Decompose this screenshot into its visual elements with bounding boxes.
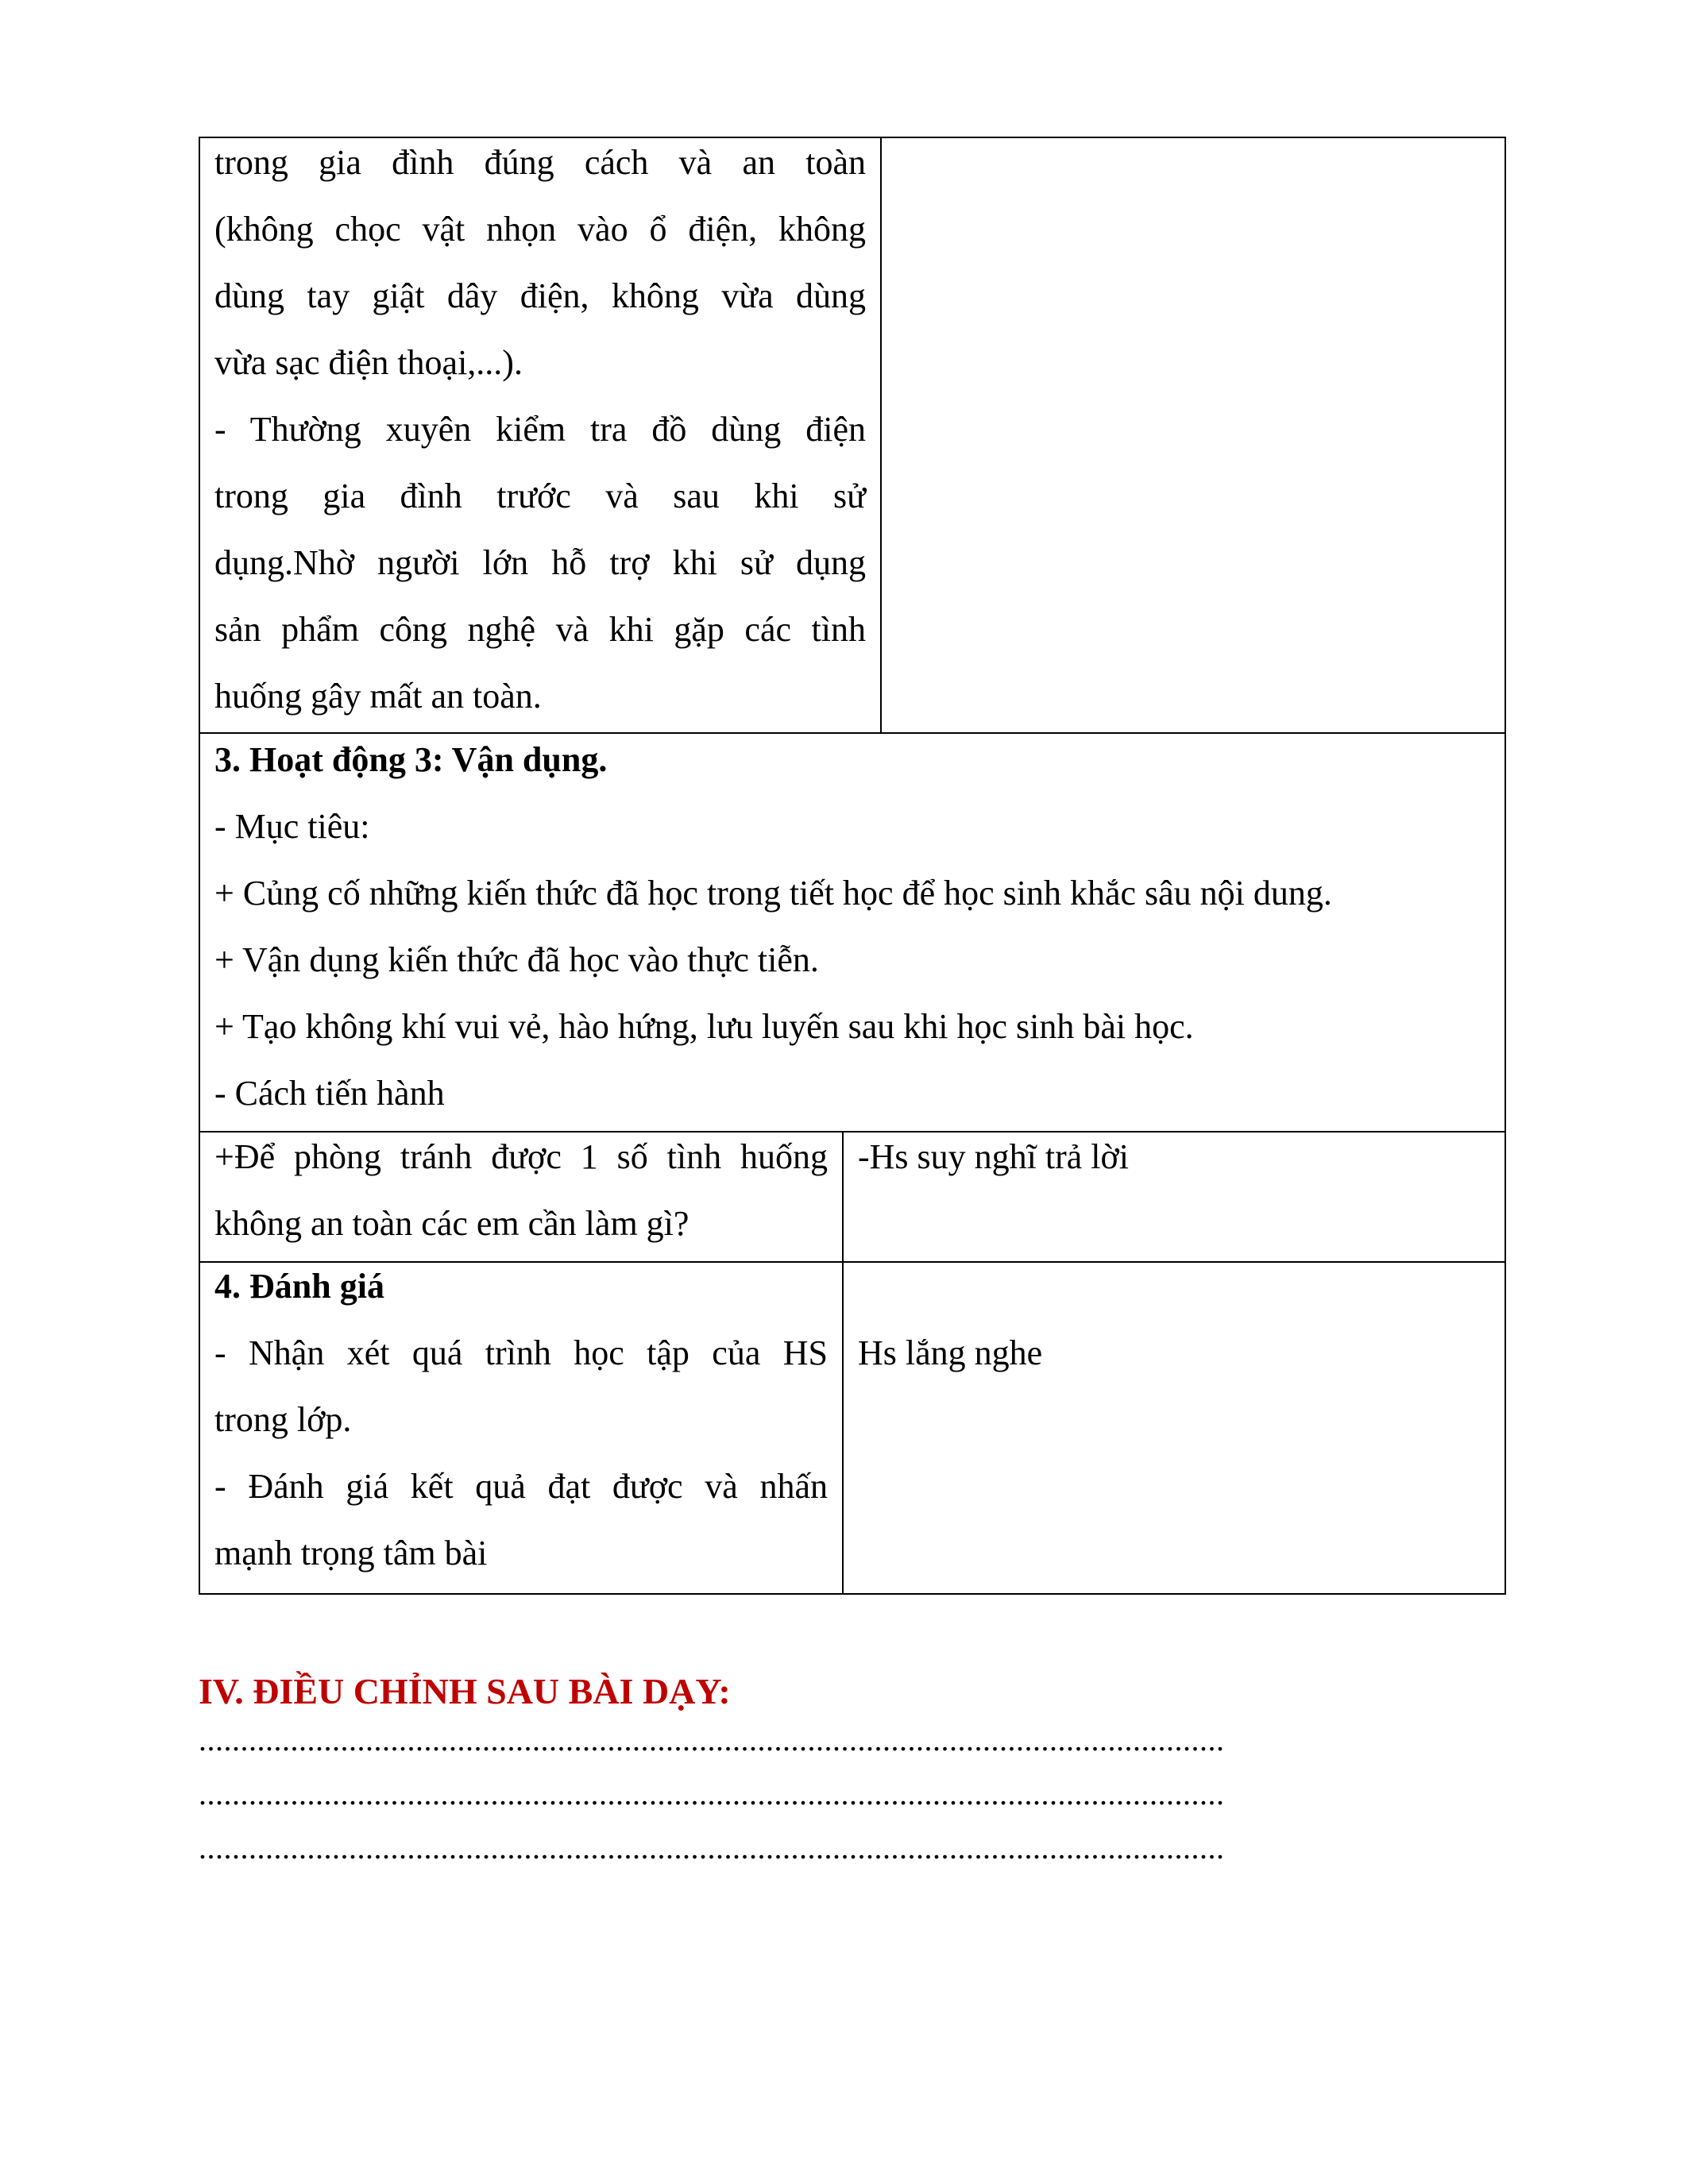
row4-right-cell: [842, 1261, 1506, 1595]
row1-para-2-end: [214, 663, 866, 730]
row1-line: dùng tay giật dây điện, không vừa dùng: [214, 276, 866, 315]
activity3-text: [200, 727, 1503, 1127]
objective-label: - Mục tiêu:: [214, 807, 370, 846]
row3-para: [214, 1124, 828, 1190]
row3-para-end: [214, 1190, 828, 1257]
row3-right-text: [844, 1124, 1503, 1190]
row4-para-2-end: [214, 1520, 828, 1587]
row1-line: - Thường xuyên kiểm tra đồ dùng điện: [214, 410, 866, 449]
procedure-label: - Cách tiến hành: [214, 1074, 445, 1113]
row4-line: - Đánh giá kết quả đạt được và nhấn: [214, 1467, 828, 1506]
objective-item: + Tạo không khí vui vẻ, hào hứng, lưu luyến sau khi học sinh bài học.: [214, 1007, 1194, 1046]
row1-para-1: [214, 129, 866, 330]
row1-line: trong gia đình trước và sau khi sử: [214, 477, 866, 515]
row4-para-2: [214, 1453, 828, 1520]
row1-line: vừa sạc điện thoại,...).: [214, 343, 523, 382]
objective-item: + Vận dụng kiến thức đã học vào thực tiễn.: [214, 940, 819, 979]
dotted-line: ...........................................................................................................................: [199, 1830, 1225, 1866]
row1-line: (không chọc vật nhọn vào ổ điện, không: [214, 210, 866, 249]
activity3-title: 3. Hoạt động 3: Vận dụng.: [214, 740, 608, 779]
row4-para-1-end: [214, 1387, 828, 1453]
row1-right-cell: [880, 137, 1506, 734]
objective-item: + Củng cố những kiến thức đã học trong tiết học để học sinh khắc sâu nội dung.: [214, 874, 1332, 913]
row4-para-1: [214, 1320, 828, 1387]
dotted-line: ...........................................................................................................................: [199, 1776, 1225, 1812]
row4-line: - Nhận xét quá trình học tập của HS: [214, 1333, 828, 1372]
row1-para-2: [214, 396, 866, 663]
section-iv-heading: IV. ĐIỀU CHỈNH SAU BÀI DẠY:: [199, 1671, 731, 1711]
row3-line: +Để phòng tránh được 1 số tình huống: [214, 1137, 828, 1176]
row3-left-text: [200, 1124, 842, 1257]
row4-line: mạnh trọng tâm bài: [214, 1534, 488, 1572]
row4-right-text: [844, 1320, 1503, 1387]
row4-title: 4. Đánh giá: [214, 1267, 384, 1306]
dotted-line: ...........................................................................................................................: [199, 1722, 1225, 1758]
row4-left-text: [200, 1253, 842, 1587]
row1-line: sản phẩm công nghệ và khi gặp các tình: [214, 610, 866, 649]
row1-line: trong gia đình đúng cách và an toàn: [214, 143, 866, 182]
row1-line: dụng.Nhờ người lớn hỗ trợ khi sử dụng: [214, 543, 866, 582]
row1-para-1-end: [214, 330, 866, 396]
row4-answer: Hs lắng nghe: [858, 1333, 1043, 1372]
row1-left-text: [200, 129, 880, 730]
row3-answer: -Hs suy nghĩ trả lời: [858, 1137, 1130, 1176]
row3-line: không an toàn các em cần làm gì?: [214, 1204, 689, 1243]
row1-line: huống gây mất an toàn.: [214, 677, 542, 716]
row4-line: trong lớp.: [214, 1400, 352, 1439]
